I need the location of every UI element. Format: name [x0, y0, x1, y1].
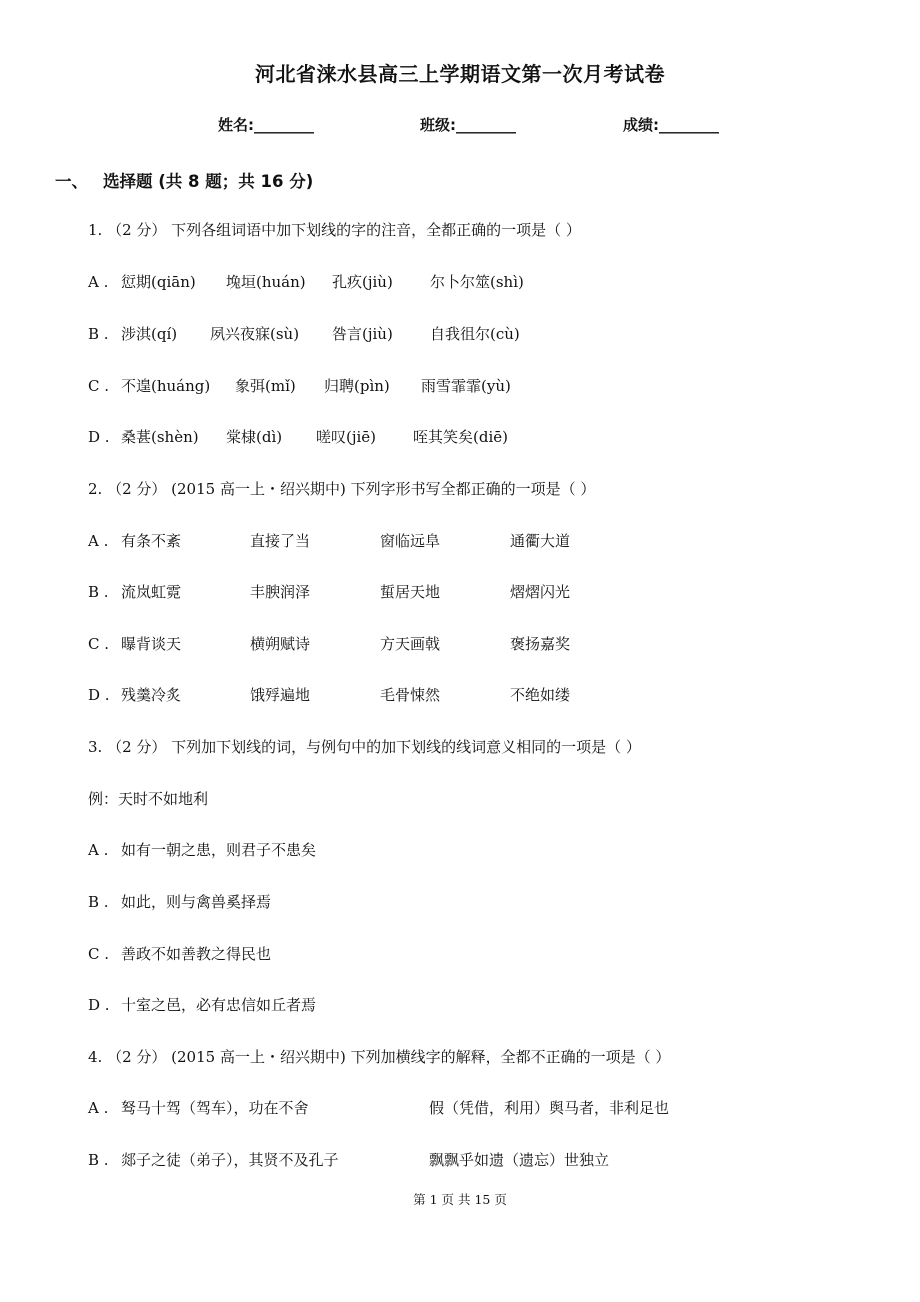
q4-option-a — [88, 1097, 670, 1119]
q2-d-item-1: 残羹冷炙 — [121, 686, 182, 704]
option-text: 如有一朝之患，则君子不患矣 — [121, 841, 317, 859]
q1-option-b — [88, 323, 520, 345]
q3-option-a — [88, 839, 316, 861]
option-label: C . — [88, 635, 110, 653]
option-label: D . — [88, 996, 110, 1014]
q1-b-item-1: 涉淇(qí) — [121, 325, 178, 343]
q2-b-item-1: 流岚虹霓 — [121, 583, 182, 601]
option-label: B . — [88, 325, 109, 343]
q2-c-item-4: 褒扬嘉奖 — [510, 635, 571, 653]
q1-c-item-2: 象弭(mǐ) — [235, 377, 296, 395]
score-field: 成绩:________ — [623, 116, 719, 134]
q1-b-item-4: 自我徂尔(cù) — [430, 325, 520, 343]
question-1-stem: 1. （2 分） 下列各组词语中加下划线的字的注音，全都正确的一项是（ ） — [88, 221, 581, 239]
option-label: D . — [88, 428, 110, 446]
q2-option-a — [88, 530, 571, 552]
q1-option-d — [88, 426, 508, 448]
option-label: A . — [88, 273, 109, 291]
q4-b-item-2: 飘飘乎如遗（遗忘）世独立 — [429, 1151, 610, 1169]
q1-c-item-1: 不遑(huáng) — [121, 377, 211, 395]
q1-d-item-1: 桑葚(shèn) — [121, 428, 199, 446]
q1-d-item-2: 棠棣(dì) — [226, 428, 283, 446]
q4-b-item-1: 郯子之徒（弟子），其贤不及孔子 — [121, 1151, 339, 1169]
option-label: B . — [88, 1151, 109, 1169]
option-label: B . — [88, 583, 109, 601]
q2-d-item-2: 饿殍遍地 — [250, 686, 311, 704]
option-label: A . — [88, 841, 109, 859]
option-label: A . — [88, 1099, 109, 1117]
q2-d-item-4: 不绝如缕 — [510, 686, 571, 704]
q4-a-item-1: 驽马十驾（驾车），功在不舍 — [121, 1099, 309, 1117]
q2-b-item-3: 蜇居天地 — [380, 583, 441, 601]
q1-b-item-2: 夙兴夜寐(sù) — [210, 325, 300, 343]
option-text: 善政不如善教之得民也 — [121, 945, 272, 963]
q2-a-item-3: 窗临远阜 — [380, 532, 441, 550]
q2-option-c — [88, 633, 571, 655]
option-label: B . — [88, 893, 109, 911]
q2-c-item-2: 横朔赋诗 — [250, 635, 311, 653]
q1-d-item-3: 嗟叹(jiē) — [316, 428, 377, 446]
option-text: 十室之邑，必有忠信如丘者焉 — [121, 996, 317, 1014]
option-label: C . — [88, 945, 110, 963]
q2-c-item-3: 方天画戟 — [380, 635, 441, 653]
q3-option-d — [88, 994, 316, 1016]
q1-c-item-4: 雨雪霏霏(yù) — [421, 377, 511, 395]
q4-option-b — [88, 1149, 610, 1171]
q2-d-item-3: 毛骨悚然 — [380, 686, 441, 704]
q3-example: 例：天时不如地利 — [88, 790, 209, 808]
name-field: 姓名:________ — [218, 116, 314, 134]
q2-a-item-1: 有条不紊 — [121, 532, 182, 550]
q1-d-item-4: 咥其笑矣(diē) — [413, 428, 508, 446]
option-text: 如此，则与禽兽奚择焉 — [121, 893, 272, 911]
section-heading — [55, 168, 313, 192]
q1-c-item-3: 归聘(pìn) — [324, 377, 390, 395]
section-number: 一、 — [55, 172, 88, 191]
q2-a-item-2: 直接了当 — [250, 532, 311, 550]
q1-option-c — [88, 375, 511, 397]
q1-option-a — [88, 271, 524, 293]
question-4-stem: 4. （2 分） (2015 高一上・绍兴期中) 下列加横线字的解释，全都不正确的一项是（ ） — [88, 1048, 671, 1066]
section-title: 选择题 (共 8 题；共 16 分) — [103, 172, 314, 191]
q2-b-item-4: 熠熠闪光 — [510, 583, 571, 601]
q2-option-b — [88, 581, 571, 603]
q2-b-item-2: 丰腴润泽 — [250, 583, 311, 601]
q2-a-item-4: 通衢大道 — [510, 532, 571, 550]
option-label: D . — [88, 686, 110, 704]
q2-c-item-1: 曝背谈天 — [121, 635, 182, 653]
q3-option-b — [88, 891, 271, 913]
option-label: A . — [88, 532, 109, 550]
q3-option-c — [88, 943, 271, 965]
option-label: C . — [88, 377, 110, 395]
class-field: 班级:________ — [420, 116, 516, 134]
q1-a-item-3: 孔疚(jiù) — [332, 273, 393, 291]
q1-a-item-2: 堍垣(huán) — [226, 273, 306, 291]
page-title: 河北省涞水县高三上学期语文第一次月考试卷 — [255, 62, 665, 86]
page-footer: 第 1 页 共 15 页 — [413, 1192, 507, 1207]
q1-a-item-4: 尔卜尔筮(shì) — [430, 273, 524, 291]
q1-b-item-3: 咎言(jiù) — [332, 325, 393, 343]
q2-option-d — [88, 684, 571, 706]
question-3-stem: 3. （2 分） 下列加下划线的词，与例句中的加下划线的线词意义相同的一项是（ ） — [88, 738, 641, 756]
q1-a-item-1: 愆期(qiān) — [121, 273, 196, 291]
question-2-stem: 2. （2 分） (2015 高一上・绍兴期中) 下列字形书写全都正确的一项是（ ） — [88, 480, 596, 498]
q4-a-item-2: 假（凭借，利用）舆马者，非利足也 — [429, 1099, 670, 1117]
